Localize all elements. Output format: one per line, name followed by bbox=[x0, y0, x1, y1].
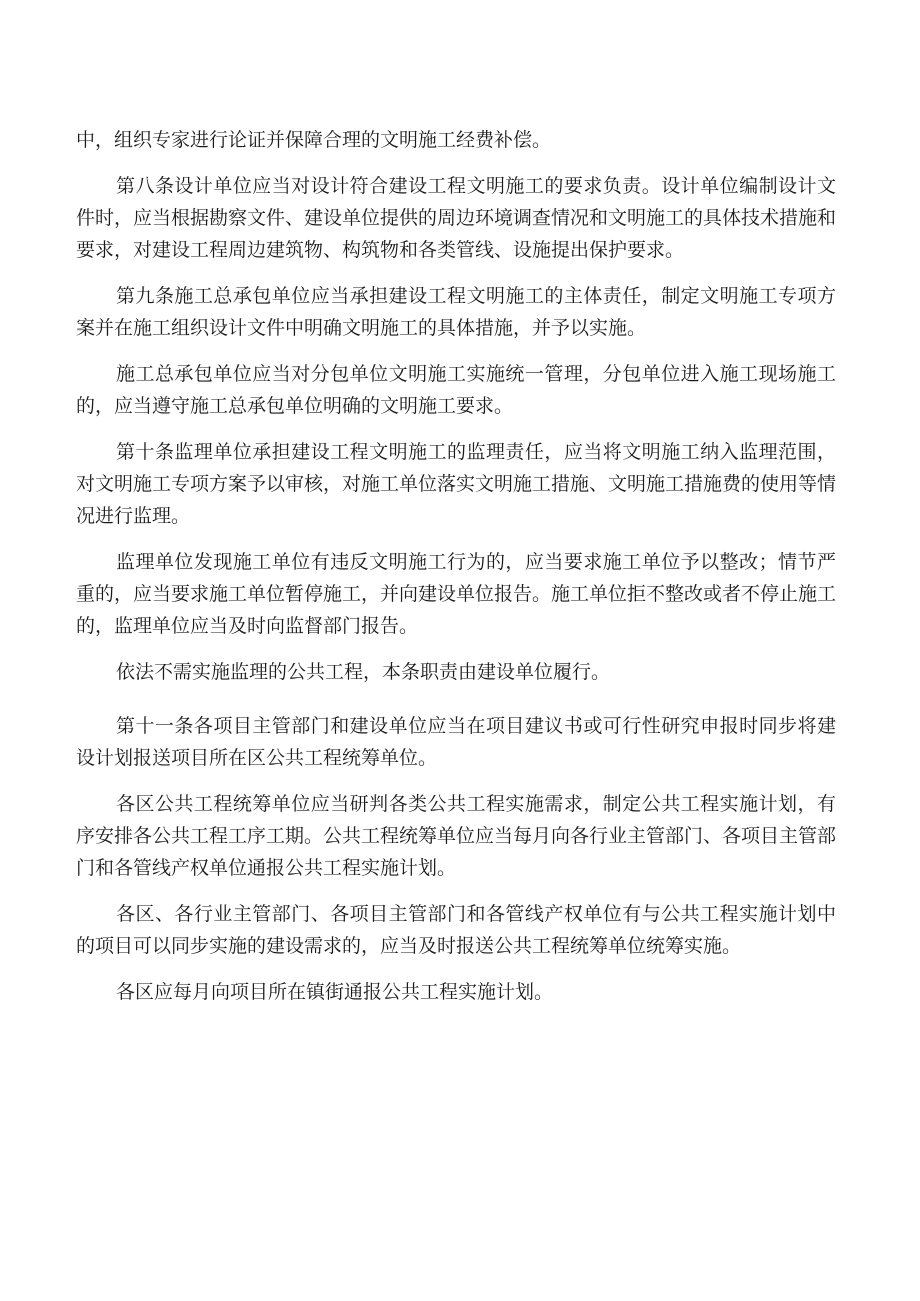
paragraph-subcontract-management: 施工总承包单位应当对分包单位文明施工实施统一管理，分包单位进入施工现场施工的，应当遵守施工总承包单位明确的文明施工要求。 bbox=[76, 363, 836, 417]
document-body bbox=[76, 124, 836, 1022]
paragraph-synchronous-construction: 各区、各行业主管部门、各项目主管部门和各管线产权单位有与公共工程实施计划中的项目可以同步实施的建设需求的，应当及时报送公共工程统筹单位统筹实施。 bbox=[76, 903, 836, 957]
paragraph-article-9: 第九条施工总承包单位应当承担建设工程文明施工的主体责任，制定文明施工专项方案并在施工组织设计文件中明确文明施工的具体措施，并予以实施。 bbox=[76, 285, 836, 339]
paragraph-continuation: 中，组织专家进行论证并保障合理的文明施工经费补偿。 bbox=[76, 129, 552, 151]
paragraph-article-8: 第八条设计单位应当对设计符合建设工程文明施工的要求负责。设计单位编制设计文件时，应当根据勘察文件、建设单位提供的周边环境调查情况和文明施工的具体技术措施和要求，对建设工程周边建筑物、构筑物和各类管线、设施提出保护要求。 bbox=[76, 175, 837, 261]
paragraph-monthly-notification: 各区应每月向项目所在镇街通报公共工程实施计划。 bbox=[116, 981, 554, 1003]
paragraph-no-supervision-required: 依法不需实施监理的公共工程，本条职责由建设单位履行。 bbox=[116, 661, 611, 683]
paragraph-article-11: 第十一条各项目主管部门和建设单位应当在项目建议书或可行性研究申报时同步将建设计划报送项目所在区公共工程统筹单位。 bbox=[76, 715, 836, 769]
paragraph-article-10: 第十条监理单位承担建设工程文明施工的监理责任，应当将文明施工纳入监理范围，对文明施工专项方案予以审核，对施工单位落实文明施工措施、文明施工措施费的使用等情况进行监理。 bbox=[76, 441, 837, 527]
paragraph-supervision-violations: 监理单位发现施工单位有违反文明施工行为的，应当要求施工单位予以整改；情节严重的，应当要求施工单位暂停施工，并向建设单位报告。施工单位拒不整改或者不停止施工的，监理单位应当及时向监督部门报告。 bbox=[76, 551, 837, 637]
paragraph-district-coordination: 各区公共工程统筹单位应当研判各类公共工程实施需求，制定公共工程实施计划，有序安排各公共工程工序工期。公共工程统筹单位应当每月向各行业主管部门、各项目主管部门和各管线产权单位通报公共工程实施计划。 bbox=[76, 793, 837, 879]
